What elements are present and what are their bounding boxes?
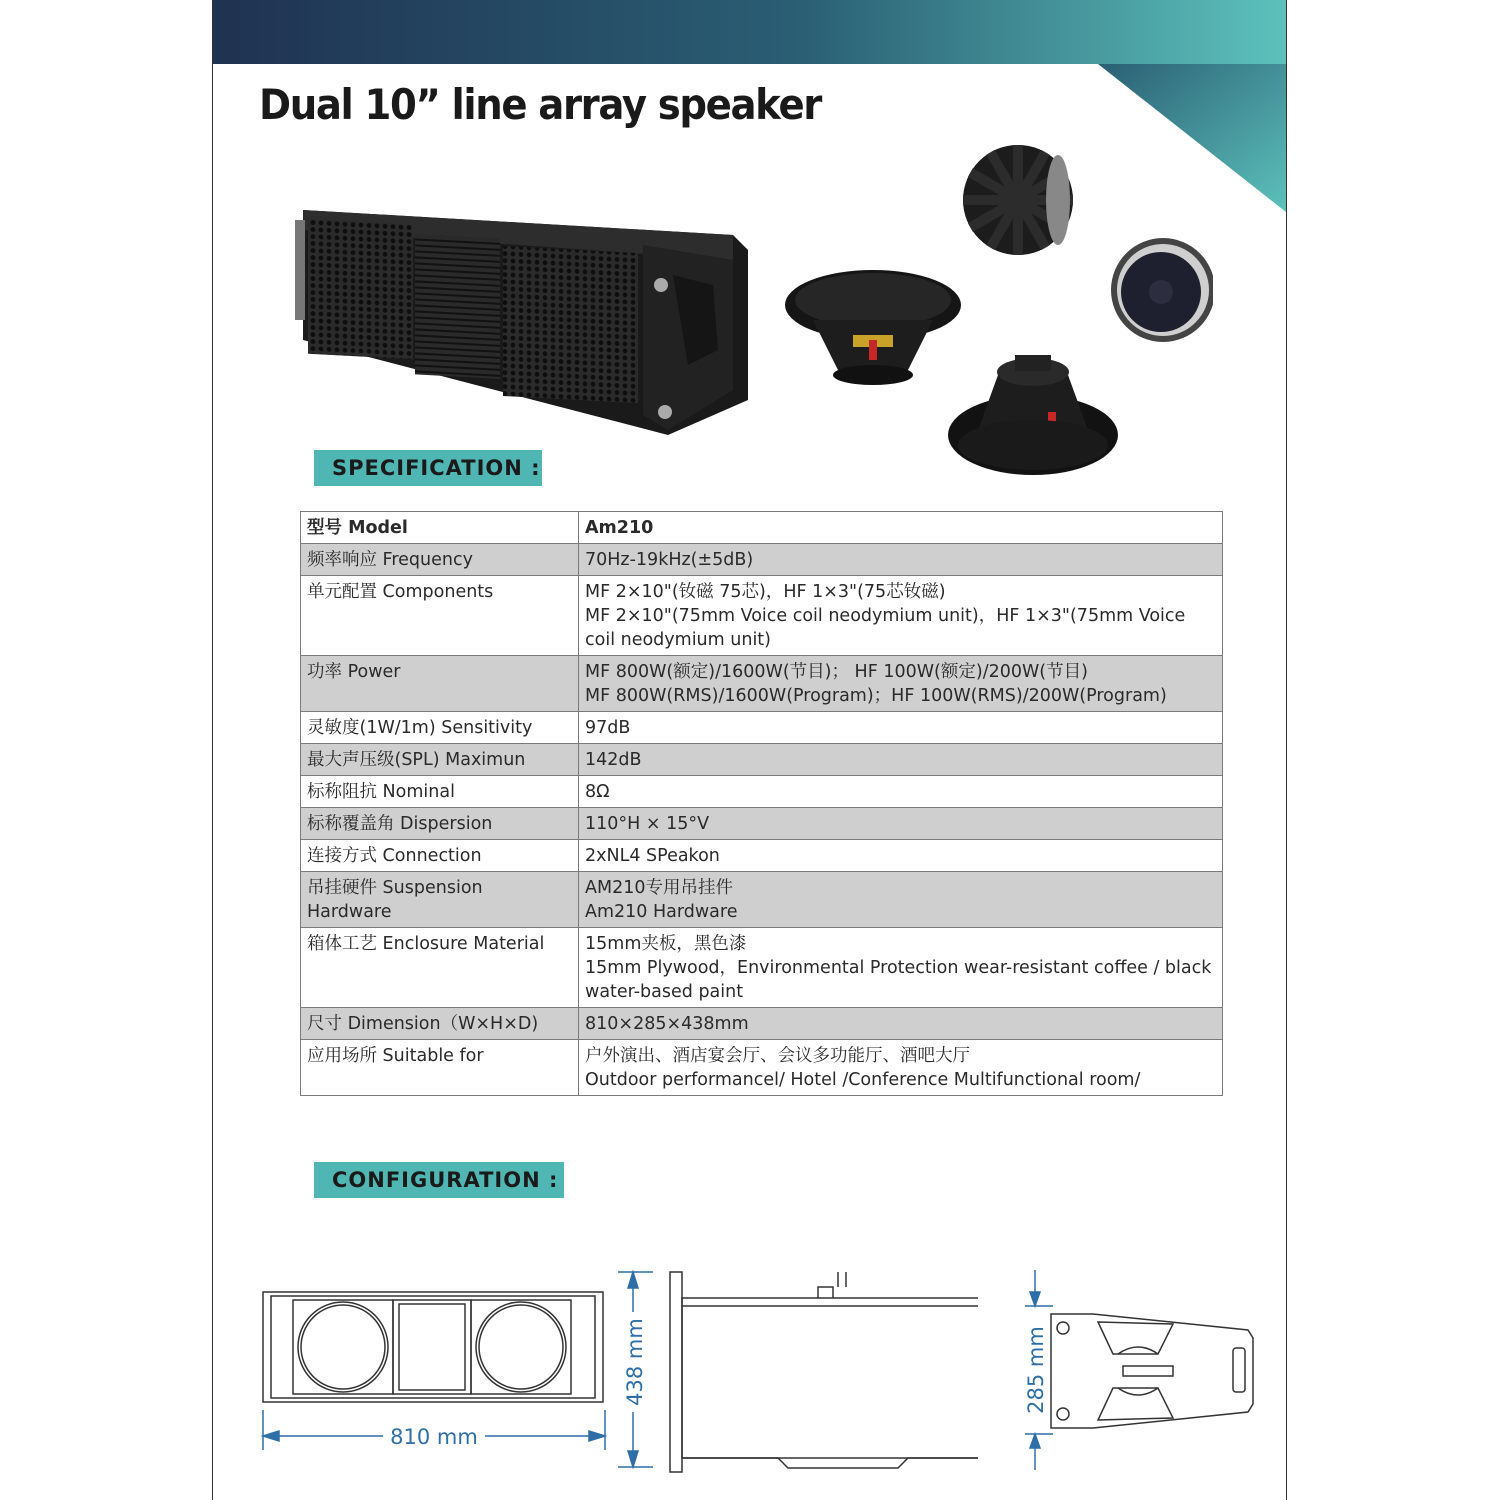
compression-driver-side xyxy=(963,145,1073,255)
spec-key: 应用场所 Suitable for xyxy=(301,1040,579,1096)
spec-value-english: MF 2×10"(75mm Voice coil neodymium unit)，HF 1×3"(75mm Voice coil neodymium unit) xyxy=(585,606,1186,650)
spec-value: 110°H × 15°V xyxy=(585,814,710,834)
compression-driver-front xyxy=(1111,238,1213,342)
spec-key: 单元配置 Components xyxy=(301,576,579,656)
spec-value-cell xyxy=(579,712,1223,744)
spec-key: 灵敏度(1W/1m) Sensitivity xyxy=(301,712,579,744)
side-view-drawing xyxy=(1013,1262,1273,1480)
spec-value: AM210专用吊挂件 xyxy=(585,878,733,898)
spec-row xyxy=(301,744,1223,776)
configuration-heading: CONFIGURATION : xyxy=(314,1162,564,1198)
speaker-cabinet-image xyxy=(293,190,768,440)
spec-value: 15mm夹板，黑色漆 xyxy=(585,934,747,954)
spec-row xyxy=(301,656,1223,712)
spec-key: 连接方式 Connection xyxy=(301,840,579,872)
spec-table xyxy=(300,511,1223,1096)
spec-value-cell xyxy=(579,1040,1223,1096)
spec-value-english: Am210 Hardware xyxy=(585,902,738,922)
spec-value: MF 2×10"(钕磁 75芯)，HF 1×3"(75芯钕磁) xyxy=(585,582,946,602)
spec-key: 频率响应 Frequency xyxy=(301,544,579,576)
spec-value-english: MF 800W(RMS)/1600W(Program)；HF 100W(RMS)/200W(Program) xyxy=(585,686,1167,706)
spec-value-cell xyxy=(579,1008,1223,1040)
spec-value: 97dB xyxy=(585,718,631,738)
spec-row xyxy=(301,1008,1223,1040)
spec-value-cell xyxy=(579,544,1223,576)
driver-units-image xyxy=(783,140,1213,485)
spec-value-cell xyxy=(579,928,1223,1008)
spec-value-cell xyxy=(579,872,1223,928)
spec-value-cell xyxy=(579,776,1223,808)
spec-value-english: Outdoor performancel/ Hotel /Conference Multifunctional room/ xyxy=(585,1070,1141,1090)
spec-value-cell xyxy=(579,576,1223,656)
front-view-drawing xyxy=(253,1270,613,1460)
spec-value: 142dB xyxy=(585,750,642,770)
spec-row xyxy=(301,776,1223,808)
specification-heading: SPECIFICATION : xyxy=(314,450,542,486)
spec-value-cell xyxy=(579,744,1223,776)
spec-row xyxy=(301,712,1223,744)
spec-value: Am210 xyxy=(585,518,654,538)
spec-value-cell xyxy=(579,840,1223,872)
woofer-front xyxy=(785,270,961,385)
spec-key: 最大声压级(SPL) Maximun xyxy=(301,744,579,776)
spec-value: 户外演出、酒店宴会厅、会议多功能厅、酒吧大厅 xyxy=(585,1046,970,1066)
spec-key: 型号 Model xyxy=(301,512,579,544)
spec-key: 功率 Power xyxy=(301,656,579,712)
depth-dimension-label: 438 mm xyxy=(623,1318,647,1406)
spec-key: 标称覆盖角 Dispersion xyxy=(301,808,579,840)
woofer-back xyxy=(948,355,1118,475)
spec-value: 2xNL4 SPeakon xyxy=(585,846,720,866)
spec-value: 810×285×438mm xyxy=(585,1014,749,1034)
spec-row xyxy=(301,808,1223,840)
spec-row xyxy=(301,576,1223,656)
spec-key: 吊挂硬件 Suspension Hardware xyxy=(301,872,579,928)
spec-value-cell xyxy=(579,656,1223,712)
spec-row xyxy=(301,544,1223,576)
spec-row xyxy=(301,512,1223,544)
spec-row xyxy=(301,872,1223,928)
spec-value: 70Hz-19kHz(±5dB) xyxy=(585,550,754,570)
spec-value: 8Ω xyxy=(585,782,610,802)
spec-value-cell xyxy=(579,808,1223,840)
page-title: Dual 10” line array speaker xyxy=(259,80,821,129)
height-dimension-label: 285 mm xyxy=(1024,1326,1048,1414)
spec-row xyxy=(301,928,1223,1008)
top-view-drawing xyxy=(608,1262,978,1480)
spec-value-english: 15mm Plywood，Environmental Protection wear-resistant coffee / black water-based paint xyxy=(585,958,1212,1002)
width-dimension-label: 810 mm xyxy=(390,1425,478,1449)
spec-key: 标称阻抗 Nominal xyxy=(301,776,579,808)
spec-value: MF 800W(额定)/1600W(节目)； HF 100W(额定)/200W(节目) xyxy=(585,662,1088,682)
spec-row xyxy=(301,1040,1223,1096)
spec-value-cell xyxy=(579,512,1223,544)
spec-row xyxy=(301,840,1223,872)
spec-key: 箱体工艺 Enclosure Material xyxy=(301,928,579,1008)
product-sheet xyxy=(212,0,1287,1500)
spec-key: 尺寸 Dimension（W×H×D) xyxy=(301,1008,579,1040)
